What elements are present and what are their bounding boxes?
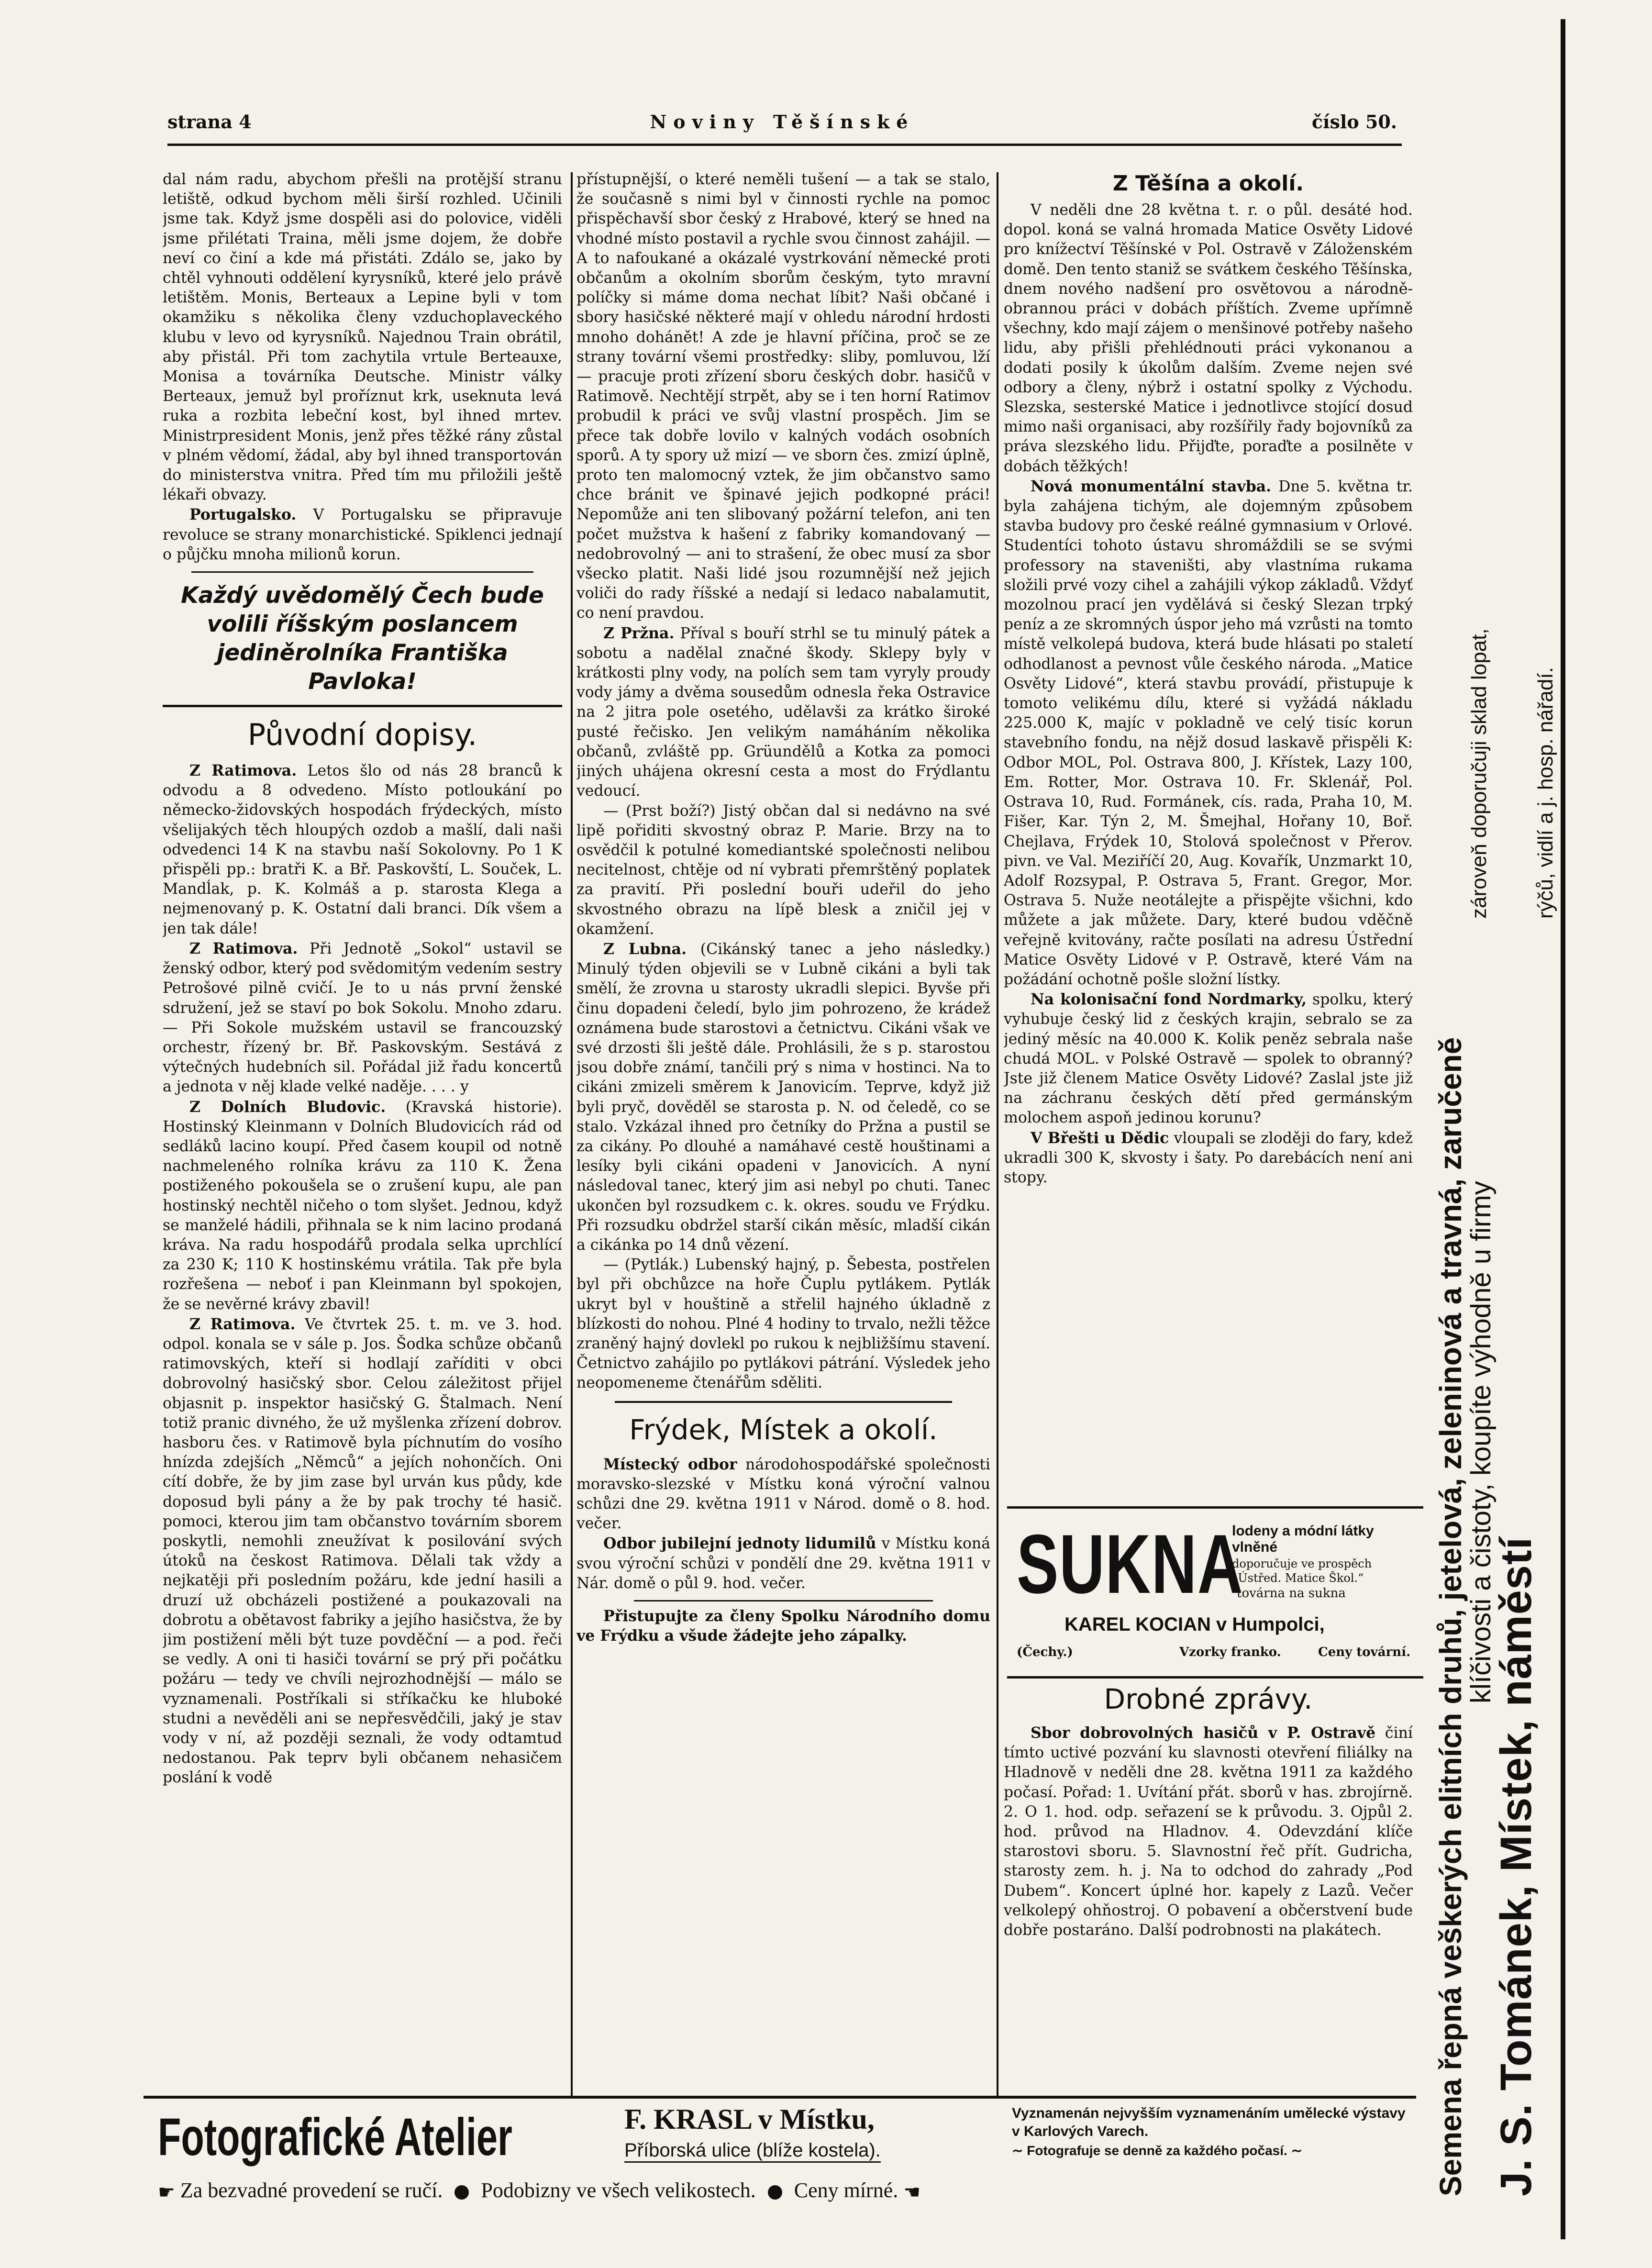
sukna-maker: KAREL KOCIAN v Humpolci,: [1064, 1614, 1325, 1635]
sukna-country: (Čechy.): [1017, 1645, 1073, 1659]
article-text: Letos šlo od nás 28 branců k odvodu a 8 odvedeno. Místo potloukání po německo-židovských hospodách frýdeckých, místo všelijakých těch hloupých ozdob a mašlí, dali naši odvedenci 14 K na stavbu naší Sokolovny. Po 1 K přispěli pp.: bratři K. a Bř. Paskovští, L. Souček, L. Mandĺak, p. K. Kolmáš a p. starosta Klega a nejmenovaný p. K. Ostatní dali branci. Dík všem a jen tak dále!: [163, 762, 562, 937]
article-paragraph: [577, 623, 990, 801]
article-text: (Kravská historie). Hostinský Kleinmann v Dolních Bludovicích rád od sedláků lacino koupí. Před časem koupil od notně nachmeleného rolníka krávu za 110 K. Žena postiženého pokoušela se o zrušení kupu, ale pan hostinský nechtěl ničeho o tom slyšet. Jednou, když se manželé hádili, přihnala se k nim lacino prodaná kráva. Na radu hospodářů prodala selka uprchlící za 230 K; 110 K hostinskému vrátila. Tak pře byla rozřešena — neboť i pan Kleinmann byl spokojen, že se nevěrné krávy zbavil!: [163, 1098, 562, 1313]
bullet-icon: [768, 2185, 782, 2200]
election-appeal: Každý uvědomělý Čech bude volili říšským poslancem jediněrolníka Františka Pavloka!: [181, 582, 544, 695]
article-text: (Cikánský tanec a jeho následky.) Minulý týden objevili se v Lubně cikáni a byli tak smělí, že zrovna u starosty ukradli slepici. Byvše při činu dopadeni čeledí, bylo jim pohrozeno, že krádež oznámena bude starostovi a četnictvu. Cikáni však ve své drzosti šli ještě dále. Prohlásili, že s p. starostou jsou dobře známí, tančili prý s nima v hostinci. Na to cikáni zmizeli směrem k Janovicím. Teprve, když již byli pryč, dověděl se starosta p. N. od čeledě, co se stalo. Vzkázal ihned pro četníky do Pržna a pustil se za cikány. Po dlouhé a namáhavé cestě houštinami a lesíky byli cikáni opadeni v Janovicích. A nyní následoval tanec, který jim asi nebyl po chuti. Tanec ukončen byl rozsudkem c. k. okres. soudu ve Frýdku. Při rozsudku obdržel starší cikán měsíc, mladší cikán a cikánka po 14 dnů vězení.: [577, 940, 990, 1254]
section-title: Původní dopisy.: [247, 717, 477, 753]
article-text: v Místku koná svou výroční schůzi v pondělí dne 29. května 1911 v Nár. domě o půl 9. hod. večer.: [577, 1535, 990, 1592]
article-text: vloupali se zloději do fary, kdež ukradli 300 K, skvosty i šaty. Po darebácích není ani stopy.: [1004, 1129, 1413, 1186]
article-paragraph: [1004, 477, 1413, 989]
article-paragraph: [163, 1314, 562, 1788]
photographer-name: F. KRASL v Místku,: [624, 2103, 875, 2135]
article-text: — (Pytlák.) Lubenský hajný, p. Šebesta, postřelen byl při obchůzce na hoře Čuplu pytlákem. Pytlák ukryt byl v houštině a střelil hajného úkladně z blízkosti do nohou. Plné 4 hodiny to trvalo, nežli těžce zraněný hajný dovlekl po rukou k nejbližšímu stavení. Četnictvo zahájilo po pytlákovi pátrání. Výsledek jeho neopomeneme čtenářům sděliti.: [577, 1256, 990, 1392]
sukna-advertisement: [1007, 1506, 1423, 1679]
article-text: V neděli dne 28 května t. r. o půl. desáté hod. dopol. koná se valná hromada Matice Osvěty Lidové pro knížectví Těšínské v Pol. Ostravě v Záloženském domě. Den tento staniž se svátkem českého Těšínska, dnem nového nadšení pro osvětovou a národně-obrannou práci v dobách příštích. Zveme upřímně všechny, kdo mají zájem o menšinové potřeby našeho lidu, aby přišli přehlédnouti práci vykonanou a dodati posily k úkolům dalším. Zveme nejen své odbory a členy, nýbrž i ostatní spolky z Východu. Slezska, sesterské Matice i jednotlivce stojící dosud mimo naši organisaci, aby rozšířily řady bojovníků za práva slezského lidu. Přijďte, poraďte a posilněte v dobách těžkých!: [1004, 201, 1413, 475]
article-lead: V Břešti u Dědic: [1031, 1129, 1169, 1147]
sukna-line-1: lodeny a módní látky vlněné: [1232, 1523, 1374, 1555]
pointing-hand-icon: ☛: [158, 2181, 175, 2203]
squiggle-icon: ∼: [1287, 2143, 1303, 2158]
article-text: Dne 5. května tr. byla zahájena tichým, ale dojemným způsobem stavba budovy pro české reálné gymnasium v Orlové. Studentíci tohoto ústavu shromáždili se se svými professory na staveništi, aby vlastníma rukama složili prvé vozy cihel a zahájili výkop základů. Vždyť mozolnou prací jen vydělává si český Slezan trpký peníz a ze skromných úspor jeho má vzrůsti na tomto místě velkolepá budova, která bude hlásati po staletí odhodlanost a pevnost vůle českého národa. „Matice Osvěty Lidové“, která stavbu provádí, přistupuje k tomoto velikému dílu, které si vyžádá nákladu 225.000 K, majíc v pokladně ve celý tisíc korun stavebního fondu, na nějž dosud laskavě přispěli K: Odbor MOL, Pol. Ostrava 800, J. Křístek, Lazy 100, Em. Rotter, Mor. Ostrava 10. Fr. Sklenář, Pol. Ostrava 10, Rud. Formánek, cís. rada, Praha 10, M. Fišer, Kar. Týn 2, M. Šmejhal, Hořany 10, Boř. Chejlava, Frýdek 10, Stolová společnost v Přerov. pivn. ve Val. Meziříčí 20, Aug. Kovařík, Unzmarkt 10, Adolf Rozsypal, P. Ostrava 5, Frant. Gregor, Mor. Ostrava 5. Nuže neotálejte a přispějte všichni, kdo můžete a jak můžete. Dary, které budou vděčně veřejně kvitovány, račte posílati na adresu Ústřední Matice Osvěty Lidové v P. Ostravě, které Vám na požádání ochotně pošle složní lístky.: [1004, 478, 1413, 988]
article-paragraph: [577, 939, 990, 1255]
column-divider: [571, 172, 573, 2096]
footer-bullet-text: Ceny mírné.: [794, 2179, 898, 2202]
article-lead: Portugalsko.: [189, 506, 297, 524]
article-paragraph: [163, 1097, 562, 1314]
article-text: — (Prst boží?) Jistý občan dal si nedávno na své lipě pořiditi skvostný obraz P. Marie. Brzy na to osvědčil k potulné komediantské společnosti nelibou necitelnost, chtěje od ní vybrati přemrštěný poplatek za pravití. Při poslední bouři udeřil do jeho skvostného obrazu na lípě blesk a zničil jej v okamžení.: [577, 802, 990, 938]
issue-number: číslo 50.: [1311, 111, 1397, 133]
separator: [163, 705, 562, 707]
separator: [191, 571, 533, 573]
section-title: Frýdek, Místek a okolí.: [629, 1413, 938, 1446]
separator: [634, 1600, 933, 1601]
article-text: dal nám radu, abychom přešli na protější stranu letiště, odkud bychom měli širší rozhled. Učinili jsme tak. Když jsme dospěli asi do polovice, viděli jsme přilétati Traina, měli jsme dojem, že dobře neví co činí a kde má přistáti. Zdálo se, jako by chtěl vyhnouti oddělení kyrysníků, které jelo právě letištěm. Monis, Berteaux a Lepine byli v tom okamžiku s několika členy vzduchoplaveckého klubu v levo od kyrysníků. Najednou Train obrátil, aby přistál. Při tom zachytila vrtule Berteauxe, Monisa a továrníka Deutsche. Ministr války Berteaux, jemuž byl proříznut krk, useknuta levá ruka a rozbita lebeční kost, byl ihned mrtev. Ministrpresident Monis, jenž přes těžké rány zůstal v plném vědomí, žádal, aby byl ihned transportován do ministerstva vnitra. Před tím mu přiložili ještě lékaři obvazy.: [163, 171, 562, 504]
seed-advertisement: [1430, 172, 1560, 2201]
article-text: spolku, který vyhubuje český lid z českých krajin, sebralo se za jediný měsíc na 40.000 K. Kolik peněz sebrala naše chudá MOL. v Polské Ostravě — spolek to obranný? Jste již členem Matice Osvěty Lidové? Zaslal jste již na záchranu českých dětí před germánským molochem aspoň jedinou korunu?: [1004, 991, 1413, 1127]
article-lead: Z Lubna.: [603, 940, 687, 958]
footer-bullets: [158, 2178, 1416, 2203]
running-head: [167, 111, 1397, 135]
article-paragraph: [1004, 1723, 1413, 1940]
photo-studio-ad: [144, 2101, 1416, 2226]
column-3-lower: [1004, 1682, 1413, 2089]
right-border: [1561, 19, 1565, 2239]
article-lead: Nová monumentální stavba.: [1031, 477, 1272, 495]
squiggle-icon: ∼: [1012, 2143, 1027, 2158]
article-lead: Místecký odbor: [603, 1455, 737, 1473]
article-lead: Na kolonisační fond Nordmarky,: [1031, 990, 1307, 1009]
sukna-samples: Vzorky franko.: [1179, 1645, 1281, 1659]
footer-bullet-text: Podobizny ve všech velikostech.: [481, 2179, 756, 2202]
header-rule: [167, 144, 1402, 146]
article-text: Při Jednotě „Sokol“ ustavil se ženský odbor, který pod svědomitým vedením sestry Petrošové pilně cvičí. Je to u nás první ženské sdružení, jež se staví po bok Sokolu. Mnoho zdaru. — Při Sokole mužském ustavil se francouzský orchestr, řízený br. Bř. Paskovským. Sestává z výtečných hudebních sil. Pořádal již řadu koncertů a jednota v něj klade velké naděje. . . . y: [163, 940, 562, 1096]
article-paragraph: [163, 939, 562, 1097]
newspaper-title: Noviny Těšínské: [650, 111, 915, 133]
article-lead: Z Dolních Bludovic.: [189, 1098, 386, 1116]
article-paragraph: [163, 505, 562, 565]
footer-rule: [144, 2096, 1416, 2099]
section-title: Z Těšína a okolí.: [1112, 171, 1304, 196]
column-2: [577, 170, 990, 2093]
photo-studio-title: Fotografické Atelier: [158, 2108, 512, 2167]
article-paragraph: [1004, 989, 1413, 1128]
column-divider: [997, 172, 998, 2096]
article-lead: Z Pržna.: [603, 624, 675, 642]
article-text: Příval s bouří strhl se tu minulý pátek a sobotu a nadělal značné škody. Sklepy byly v krátkosti plny vody, na polích sem tam vyryly proudy vody jámy a dvěma sousedům odnesla řeka Ostravice na 2 jitra pole osetého, udělavši za krátko široké pusté řečisko. Jen velikým namáháním několika občanů, zvláště pp. Grüundělů a Kotka za pomoci jiných uhájena okresní cesta a most do Frýdlantu vedoucí.: [577, 624, 990, 800]
sukna-title: SUKNA: [1017, 1518, 1244, 1611]
article-text: národohospodářské společnosti moravsko-slezské v Místku koná výroční valnou schůzi dne 29. května 1911 v Národ. domě o 8. hod. večer.: [577, 1456, 990, 1533]
photo-always: [1012, 2143, 1302, 2158]
sukna-prices: Ceny tovární.: [1318, 1645, 1411, 1659]
column-1: [163, 170, 562, 2093]
bullet-icon: [455, 2185, 469, 2200]
sukna-line-3: továrna na sukna: [1237, 1586, 1346, 1601]
article-text: přístupnější, o které neměli tušení — a tak se stalo, že současně s nimi byl v činnosti rychle na pomoc přispěchavší sbor český z Hrabové, který se hned na vhodné místo postavil a rychle svou činnost zahájil. — A to nafoukané a okázalé vystrkování německé proti občanům a okolním sborům českým, tyto mravní políčky si máme doma nechat líbit? Naši občané i sbory hasičské některé mají v ohledu národní hrdosti mnoho dohánět! A zde je hlavní příčina, proč se ze strany tovární všemi prostředky: sliby, pomluvou, lží — pracuje proti zřízení sboru českých dobr. hasičů v Ratimově. Nechtějí strpět, aby se i ten horní Ratimov probudil k práci ve svůj vlastní prospěch. Jim se přece tak dobře lovilo v kalných vodách osobních sporů. A ty spory už mizí — ve sborn čes. zmizí úplně, proto ten malomocný vztek, že jim občanstvo samo chce bránit ve špinavé jejich podkopné práci! Nepomůže ani ten slibovaný požární telefon, ani ten počet mužstva k hašení z fabriky komandovaný — nedobrovolný — ani to strašení, že obec musí za sbor všecko platit. Naši lidé jsou rozumnější než jejich voliči do rady říšské a nedají si ledaco nabalamutit, co není pravdou.: [577, 171, 990, 622]
article-paragraph: [577, 1455, 990, 1534]
notice-text: Přistupujte za členy Spolku Národního domu ve Frýdku a všude žádejte jeho zápalky.: [577, 1607, 990, 1645]
pointing-hand-icon: ☚: [903, 2181, 921, 2203]
seed-ad-line-2: klíčivosti a čistoty, koupíte výhodně u firmy: [1465, 1181, 1497, 1703]
article-text: V Portugalsku se připravuje revoluce se strany monarchistické. Spiklenci jednají o půjčku mnoha milionů korun.: [163, 506, 562, 563]
page-number: strana 4: [167, 111, 252, 133]
article-lead: Z Ratimova.: [189, 762, 297, 780]
article-paragraph: [163, 761, 562, 939]
studio-address: Příborská ulice (blíže kostela).: [624, 2140, 881, 2163]
article-lead: Sbor dobrovolných hasičů v P. Ostravě: [1031, 1724, 1376, 1742]
seed-ad-merchant: J. S. Tománek, Místek, náměstí: [1492, 1536, 1541, 2196]
section-title: Drobné zprávy.: [1104, 1683, 1313, 1715]
seed-ad-line-4: rýčů, vidlí a j. hosp. nářadí.: [1534, 667, 1557, 919]
photo-always-text: Fotografuje se denně za každého počasí.: [1027, 2143, 1287, 2158]
footer-bullet-text: Za bezvadné provedení se ručí.: [180, 2179, 443, 2202]
seed-ad-line-3: zároveň doporučuji sklad lopat,: [1467, 628, 1491, 919]
article-lead: Z Ratimova.: [189, 939, 298, 957]
column-3: [1004, 170, 1413, 1510]
sukna-line-2: doporučuje ve prospěch „Ústřed. Matice Škol.“: [1232, 1557, 1372, 1585]
article-paragraph: [577, 1534, 990, 1593]
article-paragraph: [1004, 1128, 1413, 1188]
award-text: Vyznamenán nejvyšším vyznamenáním umělecké výstavy v Karlových Varech.: [1012, 2105, 1406, 2139]
article-text: Ve čtvrtek 25. t. m. ve 3. hod. odpol. konala se v sále p. Jos. Šodka schůze občanů ratimovských, kteří si hodlají zaříditi v obci dobrovolný hasičský sbor. Celou záležitost přijel objasnit p. inspektor hasičský G. Štalmach. Není totiž pranic divného, že už myšlenka zřízení dobrov. hasboru čes. v Ratimově byla píchnutím do vosího hnízda zdejších „Němců“ a jejích nohončích. Oni cítí dobře, že by jim zase byl urván kus půdy, kde doposud byli pány a že by pak trochy té hasič. pomoci, kterou jim tam občanstvo továrním sborem poskytli, nemohli zneužívat k posilování svých útoků na českost Ratimova. Dělali tak vždy a nejkatěji při posledním požáru, kde jední hasili a druzí už obcházeli postižené a poukazovali na dobrotu a obětavost fabriky a jejího hasičstva, že by jim postižení měli být tuze povděční — a pod. řeči se vedly. A oni ti hasiči tovární se prý při počátku požáru — tedy ve chvíli nejrozhodnější — málo se vyznamenali. Postříkali si stříkačku ke hluboké studni a nevěděli ani se nepřesvědčili, jaký je stav vody v ní, až později seznali, že vody odtamtud nedostanou. Pak teprv byli občanem nehasičem poslání k vodě: [163, 1315, 562, 1787]
article-text: činí tímto uctivé pozvání ku slavnosti otevření filiálky na Hladnově v neděli dne 28. května 1911 za každého počasí. Pořad: 1. Uvítání přát. sborů v has. zbrojírně. 2. O 1. hod. odp. seřazení se k průvodu. 3. Ojpůl 2. hod. průvod na Hladnov. 4. Odevzdání klíče starostovi sboru. 5. Slavnostní řeč přít. Gudricha, starosty zem. h. j. Na to odchod do zahrady „Pod Dubem“. Koncert úplné hor. kapely z Lazů. Večer velkolepý ohňostroj. O pobavení a občerstvení bude dobře postaráno. Další podrobnosti na plakátech.: [1004, 1724, 1413, 1939]
article-lead: Odbor jubilejní jednoty lidumilů: [603, 1534, 876, 1553]
separator: [615, 1401, 952, 1403]
article-lead: Z Ratimova.: [189, 1315, 296, 1333]
seed-ad-line-1: Semena řepná veškerých elitních druhů, jetelová, zeleninová a travná, zaručeně: [1433, 1037, 1468, 2196]
